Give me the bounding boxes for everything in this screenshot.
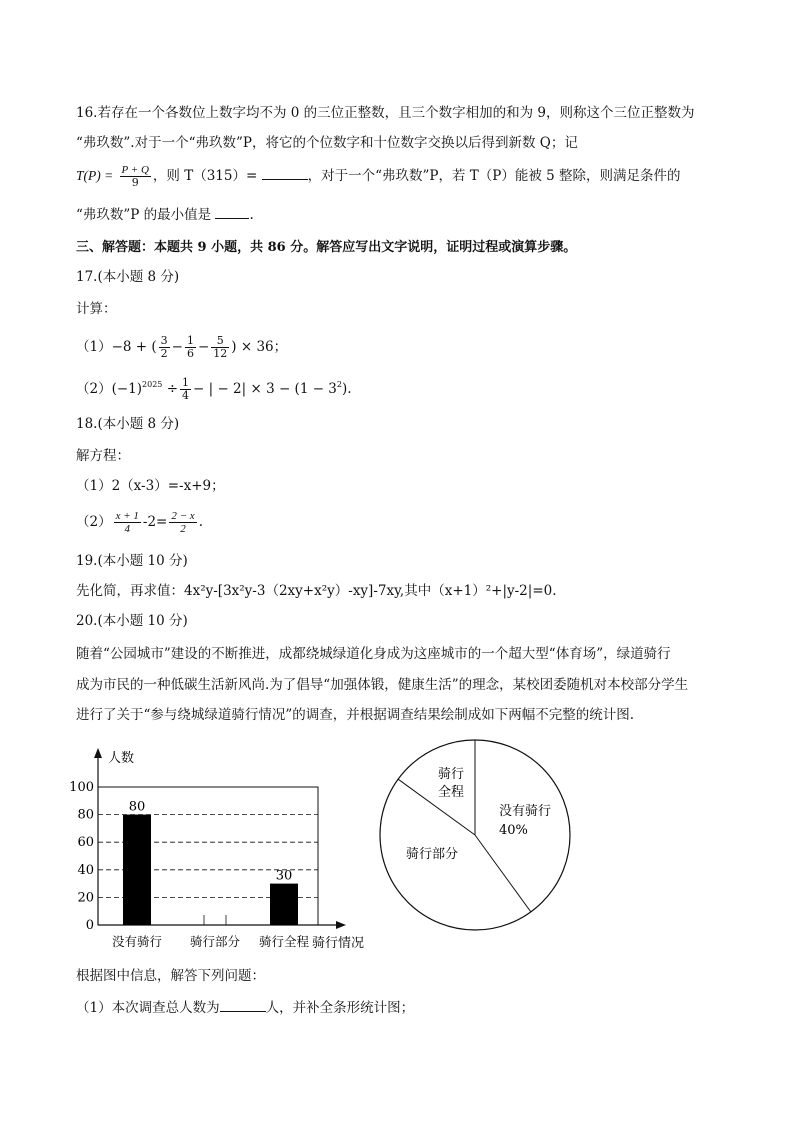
- q17-p2-a: (−1): [111, 381, 143, 397]
- q17-prompt: 计算：: [76, 301, 117, 317]
- q18-title: 18.(本小题 8 分): [76, 416, 180, 432]
- frac-den: 4: [124, 523, 130, 535]
- frac-den: 12: [213, 347, 228, 360]
- slice-label-none: 没有骑行: [499, 804, 552, 819]
- q20-sub1-b: 人，并补全条形统计图；: [265, 1000, 415, 1016]
- frac-num: x + 1: [115, 510, 139, 522]
- minus-sign: −: [197, 339, 210, 355]
- q20-sub1: [76, 999, 414, 1017]
- fraction-5-12: [211, 335, 229, 360]
- t-function-lhs: T(P) =: [76, 168, 114, 183]
- slice-label-part: 骑行部分: [406, 847, 459, 862]
- q18-part2: [76, 510, 203, 535]
- q16-line1: 16.若存在一个各数位上数字均不为 0 的三位正整数，且三个数字相加的和为 9，则称这个三位正整数为: [76, 105, 695, 121]
- exponent: 2025: [142, 380, 163, 389]
- category-label: 没有骑行: [111, 934, 163, 949]
- q20-after: 根据图中信息，解答下列问题：: [76, 968, 265, 984]
- q20-para1: 随着“公园城市”建设的不断推进，成都绕城绿道化身成为这座城市的一个超大型“体育场”，绿道骑行: [76, 646, 671, 662]
- y-tick-label: 80: [77, 807, 94, 823]
- frac-den: 2: [160, 347, 168, 360]
- frac-den: 2: [180, 523, 186, 535]
- slice-percent-none: 40%: [499, 823, 528, 838]
- q18-prompt: 解方程：: [76, 448, 130, 464]
- q17-p2-label: （2）: [76, 381, 112, 397]
- q20-title: 20.(本小题 10 分): [76, 613, 188, 629]
- fraction-1-6: [185, 335, 196, 360]
- answer-blank-min[interactable]: [215, 206, 249, 219]
- pie-chart: [378, 735, 588, 935]
- q17-p1-a: −8 + (: [111, 339, 157, 355]
- frac-num: 5: [211, 335, 229, 348]
- q16-line2: “弗玖数”.对于一个“弗玖数”P，将它的个位数字和十位数字交换以后得到新数 Q；记: [76, 135, 578, 151]
- q16-line4-text: “弗玖数”P 的最小值是: [76, 207, 212, 223]
- q17-p2-d: ).: [342, 381, 352, 397]
- minus-sign: −: [171, 339, 183, 355]
- y-tick-label: 40: [77, 862, 94, 878]
- q17-part2: [76, 376, 352, 402]
- y-tick-label: 100: [69, 780, 94, 795]
- frac-den: 4: [182, 389, 189, 402]
- frac-den: 6: [186, 347, 194, 360]
- section-3-heading: 三、解答题：本题共 9 小题，共 86 分。解答应写出文字说明，证明过程或演算步骤。: [76, 240, 577, 255]
- bar-1: [123, 815, 151, 925]
- q19-title: 19.(本小题 10 分): [76, 553, 188, 569]
- q20-para3: 进行了关于“参与绕城绿道骑行情况”的调查，并根据调查结果绘制成如下两幅不完整的统计图.: [76, 707, 635, 723]
- answer-blank-t315[interactable]: [262, 167, 308, 180]
- q17-part1: [76, 335, 287, 360]
- frac-num: 2 − x: [171, 510, 195, 522]
- fraction-2x-2: [169, 510, 196, 535]
- bar-chart: [60, 742, 380, 957]
- q20-sub1-a: （1）本次调查总人数为: [76, 1000, 220, 1016]
- x-axis-label: 骑行情况: [312, 936, 365, 951]
- frac-num: 1: [182, 376, 189, 389]
- t-fraction-den: 9: [131, 176, 139, 189]
- q17-p2-c: − | − 2| × 3 − (1 − 3: [193, 381, 337, 397]
- q16-line4-end: .: [249, 207, 254, 223]
- fraction-3-2: [159, 335, 170, 360]
- frac-num: 3: [160, 334, 168, 347]
- category-label: 骑行部分: [189, 934, 241, 949]
- answer-blank-total[interactable]: [220, 999, 266, 1012]
- slice-label-full-1: 骑行: [438, 767, 465, 782]
- data-label: 30: [275, 868, 293, 884]
- q17-p1-label: （1）: [76, 339, 112, 355]
- q16-line3: [76, 164, 681, 189]
- q18-end: .: [198, 514, 203, 530]
- y-tick-label: 60: [77, 835, 94, 851]
- slice-label-full-2: 全程: [438, 785, 465, 800]
- frac-num: 1: [186, 334, 194, 347]
- exponent: 2: [336, 380, 342, 389]
- q17-title: 17.(本小题 8 分): [76, 269, 180, 285]
- category-label: 骑行全程: [258, 934, 310, 949]
- q19-text: 先化简，再求值：4x²y-[3x²y-3（2xy+x²y）-xy]-7xy,其中（x+1）²+|y-2|=0.: [76, 583, 557, 599]
- t-fraction-num: P + Q: [121, 164, 149, 176]
- t-fraction: [120, 164, 151, 189]
- y-axis-arrow: [94, 748, 102, 758]
- q17-p1-b: ) × 36；: [231, 339, 288, 355]
- divide-sign: ÷: [166, 381, 178, 397]
- data-label: 80: [128, 799, 146, 815]
- y-tick-label: 20: [77, 890, 94, 906]
- q16-line4: [76, 206, 254, 224]
- fraction-x1-4: [114, 510, 141, 535]
- y-axis-label: 人数: [108, 751, 135, 766]
- q18-p2-label: （2）: [76, 514, 112, 530]
- q18-mid: -2=: [142, 514, 168, 530]
- bar-3: [270, 884, 298, 925]
- y-tick-label: 0: [85, 918, 94, 933]
- x-axis-arrow: [336, 921, 346, 929]
- q16-line3-end: ，对于一个“弗玖数”P，若 T（P）能被 5 整除，则满足条件的: [307, 168, 681, 184]
- q18-part1: （1）2（x-3）=-x+9；: [76, 478, 225, 494]
- q20-para2: 成为市民的一种低碳生活新风尚.为了倡导“加强体锻，健康生活”的理念，某校团委随机对本校部分学生: [76, 677, 689, 693]
- q16-line3-mid: ，则 T（315）=: [152, 168, 258, 184]
- fraction-1-4: [180, 377, 191, 402]
